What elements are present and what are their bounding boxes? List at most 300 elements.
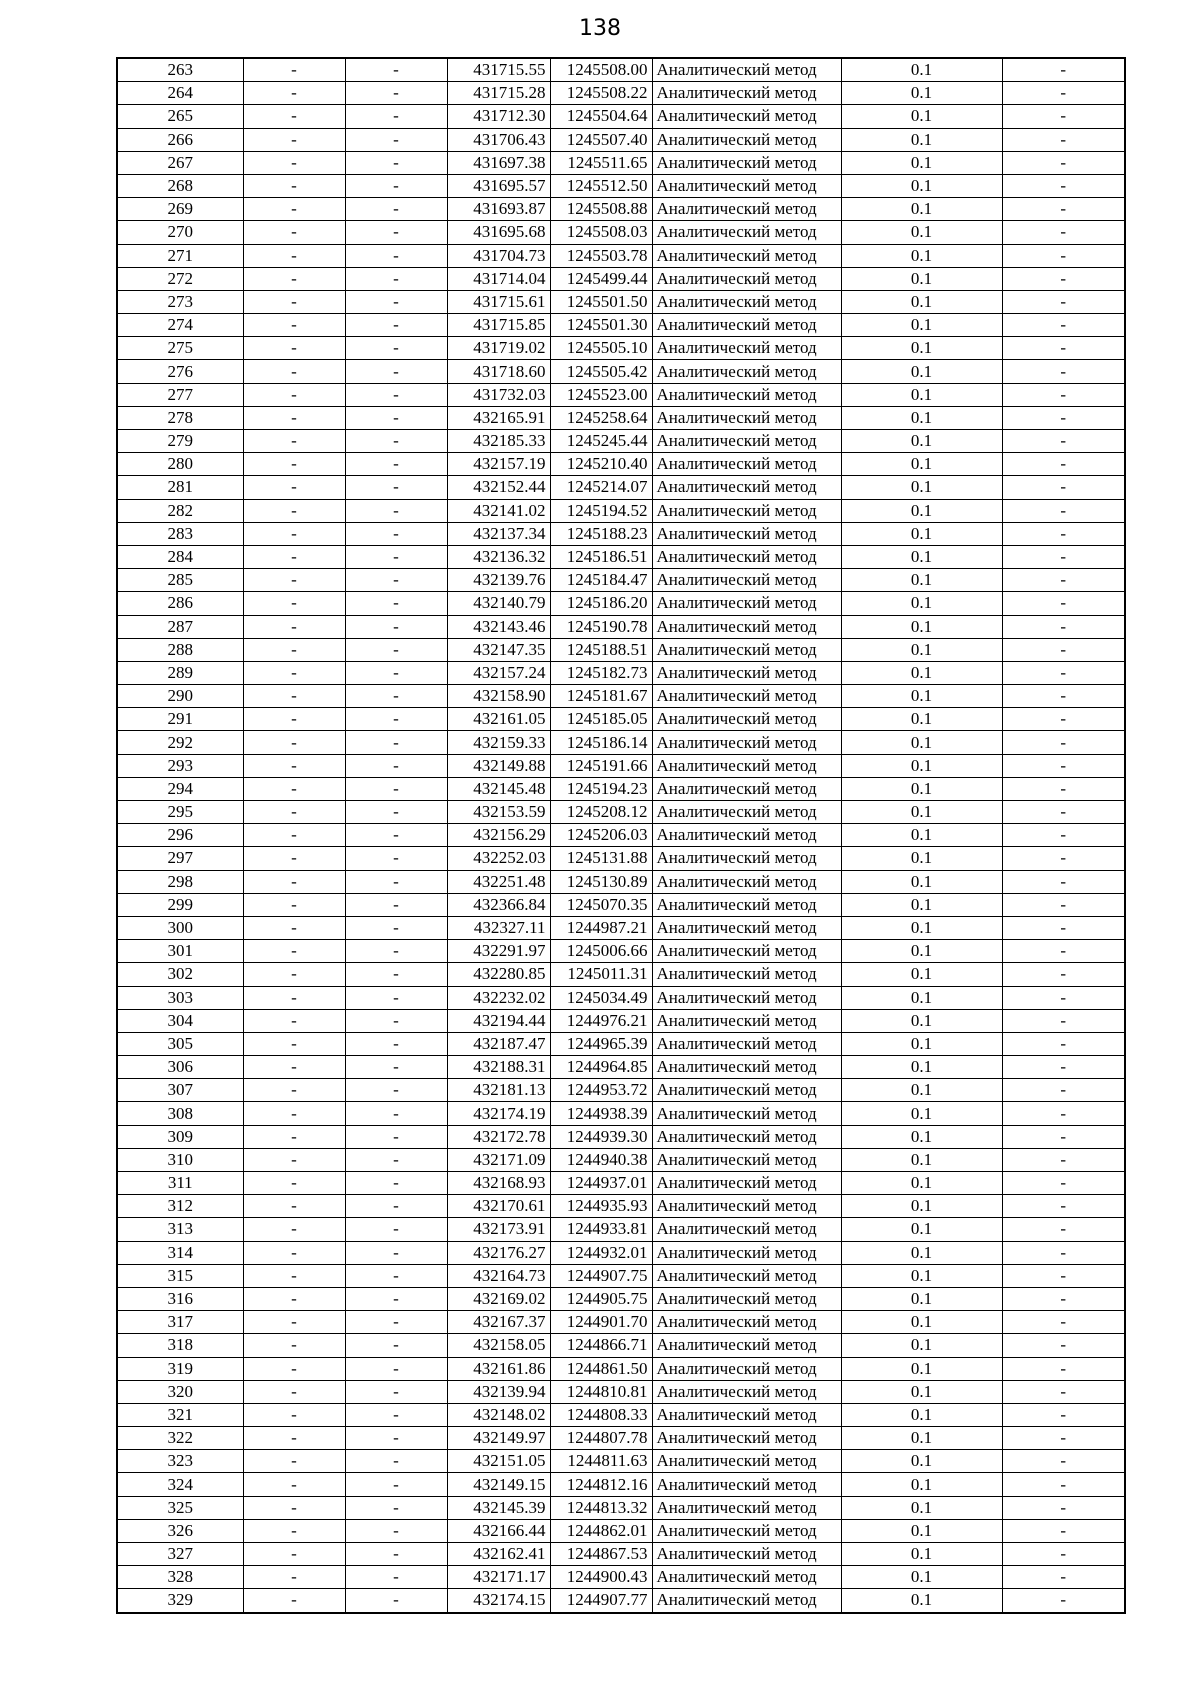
dash-cell: - bbox=[243, 847, 345, 870]
x-coordinate-cell: 432157.19 bbox=[447, 453, 550, 476]
dash-cell: - bbox=[243, 1566, 345, 1589]
point-number-cell: 274 bbox=[117, 314, 243, 337]
table-row bbox=[117, 1450, 1125, 1473]
x-coordinate-cell: 432194.44 bbox=[447, 1009, 550, 1032]
accuracy-cell: 0.1 bbox=[841, 522, 1002, 545]
dash-cell: - bbox=[345, 1311, 447, 1334]
dash-cell: - bbox=[345, 754, 447, 777]
x-coordinate-cell: 432141.02 bbox=[447, 499, 550, 522]
point-number-cell: 266 bbox=[117, 128, 243, 151]
accuracy-cell: 0.1 bbox=[841, 151, 1002, 174]
y-coordinate-cell: 1244940.38 bbox=[550, 1148, 652, 1171]
dash-cell: - bbox=[345, 1148, 447, 1171]
method-cell: Аналитический метод bbox=[652, 1380, 841, 1403]
dash-cell: - bbox=[243, 1380, 345, 1403]
point-number-cell: 313 bbox=[117, 1218, 243, 1241]
y-coordinate-cell: 1245184.47 bbox=[550, 569, 652, 592]
table-row bbox=[117, 383, 1125, 406]
x-coordinate-cell: 432366.84 bbox=[447, 893, 550, 916]
dash-cell: - bbox=[1002, 685, 1125, 708]
point-number-cell: 328 bbox=[117, 1566, 243, 1589]
point-number-cell: 318 bbox=[117, 1334, 243, 1357]
y-coordinate-cell: 1245508.22 bbox=[550, 82, 652, 105]
dash-cell: - bbox=[345, 1357, 447, 1380]
method-cell: Аналитический метод bbox=[652, 615, 841, 638]
x-coordinate-cell: 432147.35 bbox=[447, 638, 550, 661]
y-coordinate-cell: 1245185.05 bbox=[550, 708, 652, 731]
dash-cell: - bbox=[243, 476, 345, 499]
dash-cell: - bbox=[243, 1009, 345, 1032]
point-number-cell: 329 bbox=[117, 1589, 243, 1613]
method-cell: Аналитический метод bbox=[652, 267, 841, 290]
table-row bbox=[117, 1125, 1125, 1148]
dash-cell: - bbox=[243, 499, 345, 522]
accuracy-cell: 0.1 bbox=[841, 1172, 1002, 1195]
table-row bbox=[117, 708, 1125, 731]
x-coordinate-cell: 432173.91 bbox=[447, 1218, 550, 1241]
y-coordinate-cell: 1244901.70 bbox=[550, 1311, 652, 1334]
dash-cell: - bbox=[243, 754, 345, 777]
accuracy-cell: 0.1 bbox=[841, 1519, 1002, 1542]
dash-cell: - bbox=[345, 476, 447, 499]
point-number-cell: 273 bbox=[117, 290, 243, 313]
dash-cell: - bbox=[1002, 963, 1125, 986]
dash-cell: - bbox=[345, 244, 447, 267]
dash-cell: - bbox=[1002, 731, 1125, 754]
y-coordinate-cell: 1244900.43 bbox=[550, 1566, 652, 1589]
x-coordinate-cell: 431712.30 bbox=[447, 105, 550, 128]
dash-cell: - bbox=[243, 1218, 345, 1241]
y-coordinate-cell: 1245206.03 bbox=[550, 824, 652, 847]
dash-cell: - bbox=[1002, 870, 1125, 893]
dash-cell: - bbox=[345, 1334, 447, 1357]
x-coordinate-cell: 432143.46 bbox=[447, 615, 550, 638]
dash-cell: - bbox=[345, 801, 447, 824]
y-coordinate-cell: 1245011.31 bbox=[550, 963, 652, 986]
table-row bbox=[117, 151, 1125, 174]
dash-cell: - bbox=[1002, 453, 1125, 476]
table-row bbox=[117, 1589, 1125, 1613]
dash-cell: - bbox=[345, 638, 447, 661]
point-number-cell: 285 bbox=[117, 569, 243, 592]
y-coordinate-cell: 1244907.75 bbox=[550, 1264, 652, 1287]
point-number-cell: 308 bbox=[117, 1102, 243, 1125]
dash-cell: - bbox=[243, 963, 345, 986]
table-row bbox=[117, 58, 1125, 82]
dash-cell: - bbox=[1002, 1195, 1125, 1218]
dash-cell: - bbox=[243, 592, 345, 615]
accuracy-cell: 0.1 bbox=[841, 174, 1002, 197]
x-coordinate-cell: 432149.15 bbox=[447, 1473, 550, 1496]
table-row bbox=[117, 963, 1125, 986]
accuracy-cell: 0.1 bbox=[841, 105, 1002, 128]
table-row bbox=[117, 615, 1125, 638]
accuracy-cell: 0.1 bbox=[841, 893, 1002, 916]
point-number-cell: 316 bbox=[117, 1287, 243, 1310]
method-cell: Аналитический метод bbox=[652, 244, 841, 267]
table-row bbox=[117, 314, 1125, 337]
dash-cell: - bbox=[1002, 661, 1125, 684]
accuracy-cell: 0.1 bbox=[841, 1009, 1002, 1032]
x-coordinate-cell: 432161.86 bbox=[447, 1357, 550, 1380]
dash-cell: - bbox=[345, 58, 447, 82]
accuracy-cell: 0.1 bbox=[841, 1218, 1002, 1241]
dash-cell: - bbox=[345, 1543, 447, 1566]
x-coordinate-cell: 431697.38 bbox=[447, 151, 550, 174]
dash-cell: - bbox=[243, 406, 345, 429]
method-cell: Аналитический метод bbox=[652, 221, 841, 244]
point-number-cell: 287 bbox=[117, 615, 243, 638]
coordinates-table bbox=[116, 57, 1126, 1614]
method-cell: Аналитический метод bbox=[652, 406, 841, 429]
method-cell: Аналитический метод bbox=[652, 1496, 841, 1519]
point-number-cell: 280 bbox=[117, 453, 243, 476]
accuracy-cell: 0.1 bbox=[841, 290, 1002, 313]
method-cell: Аналитический метод bbox=[652, 1311, 841, 1334]
dash-cell: - bbox=[1002, 1264, 1125, 1287]
point-number-cell: 314 bbox=[117, 1241, 243, 1264]
dash-cell: - bbox=[1002, 406, 1125, 429]
dash-cell: - bbox=[243, 383, 345, 406]
y-coordinate-cell: 1245503.78 bbox=[550, 244, 652, 267]
dash-cell: - bbox=[243, 801, 345, 824]
dash-cell: - bbox=[345, 592, 447, 615]
dash-cell: - bbox=[345, 1403, 447, 1426]
y-coordinate-cell: 1245214.07 bbox=[550, 476, 652, 499]
x-coordinate-cell: 432151.05 bbox=[447, 1450, 550, 1473]
point-number-cell: 320 bbox=[117, 1380, 243, 1403]
point-number-cell: 294 bbox=[117, 777, 243, 800]
method-cell: Аналитический метод bbox=[652, 1287, 841, 1310]
accuracy-cell: 0.1 bbox=[841, 476, 1002, 499]
method-cell: Аналитический метод bbox=[652, 1427, 841, 1450]
x-coordinate-cell: 432145.48 bbox=[447, 777, 550, 800]
accuracy-cell: 0.1 bbox=[841, 499, 1002, 522]
point-number-cell: 300 bbox=[117, 916, 243, 939]
point-number-cell: 292 bbox=[117, 731, 243, 754]
dash-cell: - bbox=[345, 824, 447, 847]
dash-cell: - bbox=[243, 1543, 345, 1566]
table-row bbox=[117, 940, 1125, 963]
table-row bbox=[117, 476, 1125, 499]
table-row bbox=[117, 128, 1125, 151]
y-coordinate-cell: 1244905.75 bbox=[550, 1287, 652, 1310]
dash-cell: - bbox=[243, 290, 345, 313]
dash-cell: - bbox=[1002, 893, 1125, 916]
dash-cell: - bbox=[345, 406, 447, 429]
point-number-cell: 291 bbox=[117, 708, 243, 731]
dash-cell: - bbox=[243, 522, 345, 545]
x-coordinate-cell: 432162.41 bbox=[447, 1543, 550, 1566]
dash-cell: - bbox=[345, 430, 447, 453]
accuracy-cell: 0.1 bbox=[841, 383, 1002, 406]
accuracy-cell: 0.1 bbox=[841, 1079, 1002, 1102]
dash-cell: - bbox=[243, 870, 345, 893]
point-number-cell: 270 bbox=[117, 221, 243, 244]
method-cell: Аналитический метод bbox=[652, 105, 841, 128]
x-coordinate-cell: 432172.78 bbox=[447, 1125, 550, 1148]
table-row bbox=[117, 847, 1125, 870]
y-coordinate-cell: 1244808.33 bbox=[550, 1403, 652, 1426]
dash-cell: - bbox=[1002, 1172, 1125, 1195]
point-number-cell: 298 bbox=[117, 870, 243, 893]
x-coordinate-cell: 432188.31 bbox=[447, 1056, 550, 1079]
table-row bbox=[117, 870, 1125, 893]
method-cell: Аналитический метод bbox=[652, 1032, 841, 1055]
method-cell: Аналитический метод bbox=[652, 58, 841, 82]
point-number-cell: 289 bbox=[117, 661, 243, 684]
point-number-cell: 283 bbox=[117, 522, 243, 545]
dash-cell: - bbox=[345, 151, 447, 174]
dash-cell: - bbox=[243, 1172, 345, 1195]
table-row bbox=[117, 360, 1125, 383]
method-cell: Аналитический метод bbox=[652, 1102, 841, 1125]
table-row bbox=[117, 1334, 1125, 1357]
y-coordinate-cell: 1245188.51 bbox=[550, 638, 652, 661]
dash-cell: - bbox=[1002, 777, 1125, 800]
dash-cell: - bbox=[243, 1473, 345, 1496]
dash-cell: - bbox=[345, 1218, 447, 1241]
dash-cell: - bbox=[1002, 1102, 1125, 1125]
dash-cell: - bbox=[1002, 1079, 1125, 1102]
method-cell: Аналитический метод bbox=[652, 198, 841, 221]
table-row bbox=[117, 1009, 1125, 1032]
method-cell: Аналитический метод bbox=[652, 801, 841, 824]
dash-cell: - bbox=[345, 777, 447, 800]
x-coordinate-cell: 432187.47 bbox=[447, 1032, 550, 1055]
point-number-cell: 267 bbox=[117, 151, 243, 174]
dash-cell: - bbox=[1002, 105, 1125, 128]
table-row bbox=[117, 1264, 1125, 1287]
accuracy-cell: 0.1 bbox=[841, 615, 1002, 638]
y-coordinate-cell: 1244810.81 bbox=[550, 1380, 652, 1403]
accuracy-cell: 0.1 bbox=[841, 337, 1002, 360]
y-coordinate-cell: 1244976.21 bbox=[550, 1009, 652, 1032]
x-coordinate-cell: 431715.28 bbox=[447, 82, 550, 105]
table-row bbox=[117, 685, 1125, 708]
method-cell: Аналитический метод bbox=[652, 522, 841, 545]
dash-cell: - bbox=[1002, 1056, 1125, 1079]
x-coordinate-cell: 432171.09 bbox=[447, 1148, 550, 1171]
dash-cell: - bbox=[345, 1172, 447, 1195]
dash-cell: - bbox=[1002, 58, 1125, 82]
table-row bbox=[117, 82, 1125, 105]
dash-cell: - bbox=[1002, 244, 1125, 267]
dash-cell: - bbox=[243, 1519, 345, 1542]
dash-cell: - bbox=[1002, 1519, 1125, 1542]
x-coordinate-cell: 432149.97 bbox=[447, 1427, 550, 1450]
dash-cell: - bbox=[243, 638, 345, 661]
dash-cell: - bbox=[243, 105, 345, 128]
y-coordinate-cell: 1245181.67 bbox=[550, 685, 652, 708]
method-cell: Аналитический метод bbox=[652, 708, 841, 731]
point-number-cell: 326 bbox=[117, 1519, 243, 1542]
accuracy-cell: 0.1 bbox=[841, 1056, 1002, 1079]
dash-cell: - bbox=[1002, 847, 1125, 870]
point-number-cell: 299 bbox=[117, 893, 243, 916]
dash-cell: - bbox=[345, 963, 447, 986]
point-number-cell: 286 bbox=[117, 592, 243, 615]
dash-cell: - bbox=[243, 940, 345, 963]
table-row bbox=[117, 1311, 1125, 1334]
dash-cell: - bbox=[345, 916, 447, 939]
y-coordinate-cell: 1244862.01 bbox=[550, 1519, 652, 1542]
y-coordinate-cell: 1245501.50 bbox=[550, 290, 652, 313]
method-cell: Аналитический метод bbox=[652, 940, 841, 963]
dash-cell: - bbox=[1002, 174, 1125, 197]
table-row bbox=[117, 824, 1125, 847]
dash-cell: - bbox=[243, 128, 345, 151]
x-coordinate-cell: 432137.34 bbox=[447, 522, 550, 545]
table-row bbox=[117, 893, 1125, 916]
x-coordinate-cell: 431718.60 bbox=[447, 360, 550, 383]
accuracy-cell: 0.1 bbox=[841, 1241, 1002, 1264]
y-coordinate-cell: 1244987.21 bbox=[550, 916, 652, 939]
table-row bbox=[117, 916, 1125, 939]
point-number-cell: 301 bbox=[117, 940, 243, 963]
table-row bbox=[117, 1032, 1125, 1055]
dash-cell: - bbox=[1002, 430, 1125, 453]
point-number-cell: 293 bbox=[117, 754, 243, 777]
method-cell: Аналитический метод bbox=[652, 1056, 841, 1079]
dash-cell: - bbox=[1002, 128, 1125, 151]
point-number-cell: 303 bbox=[117, 986, 243, 1009]
dash-cell: - bbox=[243, 1056, 345, 1079]
dash-cell: - bbox=[1002, 1566, 1125, 1589]
table-row bbox=[117, 1566, 1125, 1589]
dash-cell: - bbox=[1002, 476, 1125, 499]
dash-cell: - bbox=[1002, 499, 1125, 522]
accuracy-cell: 0.1 bbox=[841, 569, 1002, 592]
y-coordinate-cell: 1244867.53 bbox=[550, 1543, 652, 1566]
method-cell: Аналитический метод bbox=[652, 916, 841, 939]
accuracy-cell: 0.1 bbox=[841, 1473, 1002, 1496]
y-coordinate-cell: 1244811.63 bbox=[550, 1450, 652, 1473]
accuracy-cell: 0.1 bbox=[841, 731, 1002, 754]
x-coordinate-cell: 432251.48 bbox=[447, 870, 550, 893]
dash-cell: - bbox=[243, 777, 345, 800]
dash-cell: - bbox=[243, 545, 345, 568]
method-cell: Аналитический метод bbox=[652, 963, 841, 986]
dash-cell: - bbox=[345, 383, 447, 406]
x-coordinate-cell: 432165.91 bbox=[447, 406, 550, 429]
dash-cell: - bbox=[243, 1496, 345, 1519]
dash-cell: - bbox=[243, 824, 345, 847]
point-number-cell: 282 bbox=[117, 499, 243, 522]
dash-cell: - bbox=[243, 731, 345, 754]
dash-cell: - bbox=[243, 198, 345, 221]
x-coordinate-cell: 432166.44 bbox=[447, 1519, 550, 1542]
x-coordinate-cell: 432159.33 bbox=[447, 731, 550, 754]
accuracy-cell: 0.1 bbox=[841, 1566, 1002, 1589]
y-coordinate-cell: 1245194.52 bbox=[550, 499, 652, 522]
method-cell: Аналитический метод bbox=[652, 314, 841, 337]
table-row bbox=[117, 1241, 1125, 1264]
x-coordinate-cell: 432169.02 bbox=[447, 1287, 550, 1310]
table-row bbox=[117, 198, 1125, 221]
x-coordinate-cell: 432156.29 bbox=[447, 824, 550, 847]
point-number-cell: 315 bbox=[117, 1264, 243, 1287]
x-coordinate-cell: 432136.32 bbox=[447, 545, 550, 568]
accuracy-cell: 0.1 bbox=[841, 1450, 1002, 1473]
y-coordinate-cell: 1245070.35 bbox=[550, 893, 652, 916]
dash-cell: - bbox=[345, 545, 447, 568]
dash-cell: - bbox=[243, 1357, 345, 1380]
dash-cell: - bbox=[345, 685, 447, 708]
method-cell: Аналитический метод bbox=[652, 430, 841, 453]
table-row bbox=[117, 801, 1125, 824]
accuracy-cell: 0.1 bbox=[841, 1589, 1002, 1613]
dash-cell: - bbox=[243, 314, 345, 337]
table-body bbox=[117, 58, 1125, 1613]
method-cell: Аналитический метод bbox=[652, 777, 841, 800]
dash-cell: - bbox=[243, 986, 345, 1009]
dash-cell: - bbox=[1002, 824, 1125, 847]
dash-cell: - bbox=[1002, 986, 1125, 1009]
point-number-cell: 307 bbox=[117, 1079, 243, 1102]
point-number-cell: 306 bbox=[117, 1056, 243, 1079]
accuracy-cell: 0.1 bbox=[841, 708, 1002, 731]
accuracy-cell: 0.1 bbox=[841, 244, 1002, 267]
x-coordinate-cell: 432232.02 bbox=[447, 986, 550, 1009]
point-number-cell: 269 bbox=[117, 198, 243, 221]
dash-cell: - bbox=[243, 1287, 345, 1310]
y-coordinate-cell: 1244938.39 bbox=[550, 1102, 652, 1125]
dash-cell: - bbox=[1002, 1589, 1125, 1613]
table-row bbox=[117, 1102, 1125, 1125]
point-number-cell: 295 bbox=[117, 801, 243, 824]
method-cell: Аналитический метод bbox=[652, 893, 841, 916]
method-cell: Аналитический метод bbox=[652, 731, 841, 754]
method-cell: Аналитический метод bbox=[652, 1195, 841, 1218]
dash-cell: - bbox=[243, 1264, 345, 1287]
table-row bbox=[117, 1380, 1125, 1403]
dash-cell: - bbox=[1002, 1450, 1125, 1473]
accuracy-cell: 0.1 bbox=[841, 1427, 1002, 1450]
dash-cell: - bbox=[1002, 1032, 1125, 1055]
point-number-cell: 305 bbox=[117, 1032, 243, 1055]
accuracy-cell: 0.1 bbox=[841, 592, 1002, 615]
x-coordinate-cell: 432157.24 bbox=[447, 661, 550, 684]
dash-cell: - bbox=[345, 1264, 447, 1287]
dash-cell: - bbox=[345, 1287, 447, 1310]
method-cell: Аналитический метод bbox=[652, 569, 841, 592]
dash-cell: - bbox=[1002, 198, 1125, 221]
point-number-cell: 277 bbox=[117, 383, 243, 406]
method-cell: Аналитический метод bbox=[652, 453, 841, 476]
y-coordinate-cell: 1245191.66 bbox=[550, 754, 652, 777]
dash-cell: - bbox=[1002, 754, 1125, 777]
dash-cell: - bbox=[345, 731, 447, 754]
table-row bbox=[117, 174, 1125, 197]
point-number-cell: 309 bbox=[117, 1125, 243, 1148]
y-coordinate-cell: 1245504.64 bbox=[550, 105, 652, 128]
dash-cell: - bbox=[1002, 1496, 1125, 1519]
dash-cell: - bbox=[1002, 1543, 1125, 1566]
x-coordinate-cell: 432185.33 bbox=[447, 430, 550, 453]
table-row bbox=[117, 1357, 1125, 1380]
y-coordinate-cell: 1244813.32 bbox=[550, 1496, 652, 1519]
method-cell: Аналитический метод bbox=[652, 1218, 841, 1241]
dash-cell: - bbox=[345, 1427, 447, 1450]
dash-cell: - bbox=[243, 1032, 345, 1055]
y-coordinate-cell: 1244932.01 bbox=[550, 1241, 652, 1264]
y-coordinate-cell: 1245186.14 bbox=[550, 731, 652, 754]
y-coordinate-cell: 1245505.42 bbox=[550, 360, 652, 383]
x-coordinate-cell: 432161.05 bbox=[447, 708, 550, 731]
dash-cell: - bbox=[243, 151, 345, 174]
dash-cell: - bbox=[1002, 383, 1125, 406]
